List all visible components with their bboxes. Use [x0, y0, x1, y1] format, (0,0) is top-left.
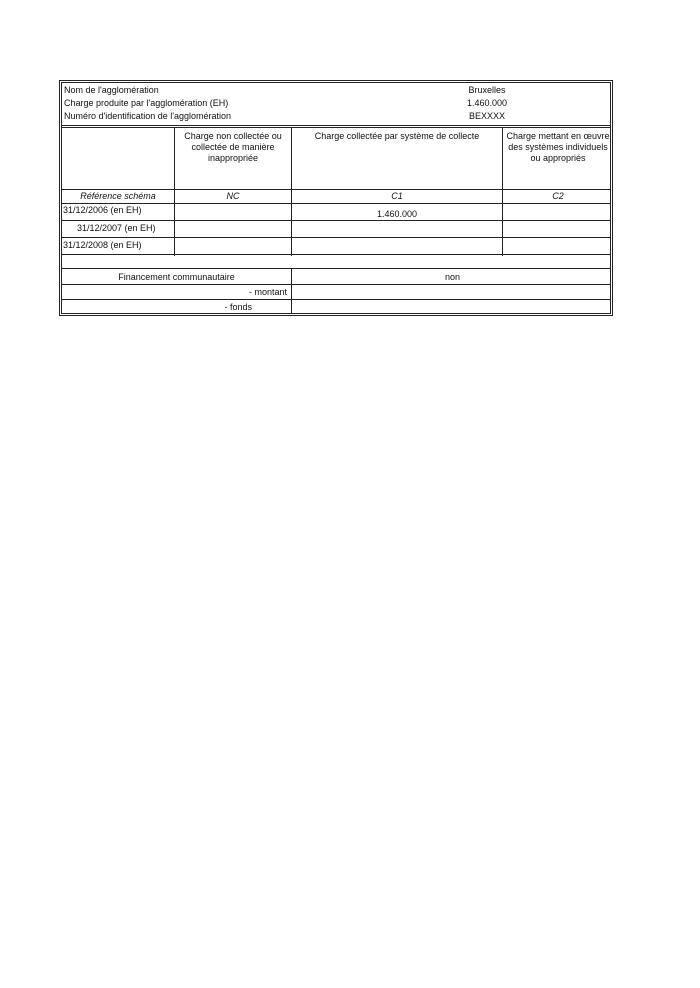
financing-fonds-text: - fonds	[224, 302, 252, 312]
divider	[62, 220, 610, 221]
header-value: BEXXXX	[468, 111, 506, 121]
divider	[62, 237, 610, 238]
divider	[62, 125, 610, 128]
reference-c1: C1	[391, 191, 403, 201]
column-divider	[291, 268, 292, 314]
divider	[62, 203, 610, 204]
agglomeration-table	[59, 80, 613, 316]
divider	[62, 254, 610, 255]
financing-value: non	[444, 272, 461, 282]
divider	[62, 284, 610, 285]
reference-c2: C2	[552, 191, 564, 201]
header-label: Numéro d'identification de l'agglomération	[64, 111, 232, 121]
financing-label: Financement communautaire	[118, 272, 235, 282]
header-label: Charge produite par l'agglomération (EH)	[64, 98, 229, 108]
financing-montant-label: - montant	[248, 287, 287, 297]
financing-fonds-label	[62, 302, 287, 313]
date-c1: 1.460.000	[376, 209, 418, 219]
header-value: Bruxelles	[468, 85, 506, 95]
column-header-c1: Charge collectée par système de collecte	[314, 131, 480, 141]
column-header-nc: Charge non collectée ou collectée de manière inappropriée	[184, 131, 282, 163]
column-header-c2: Charge mettant en œuvre des systèmes individuels ou appropriés	[506, 131, 610, 163]
divider	[62, 299, 610, 300]
date-label: 31/12/2008 (en EH)	[63, 240, 142, 250]
divider	[62, 189, 610, 190]
header-value: 1.460.000	[466, 98, 508, 108]
header-label: Nom de l'agglomération	[64, 85, 159, 95]
date-label: 31/12/2006 (en EH)	[63, 205, 142, 215]
reference-label: Référence schéma	[80, 191, 156, 201]
divider	[62, 268, 610, 269]
reference-nc: NC	[226, 191, 240, 201]
date-label: 31/12/2007 (en EH)	[77, 223, 156, 233]
